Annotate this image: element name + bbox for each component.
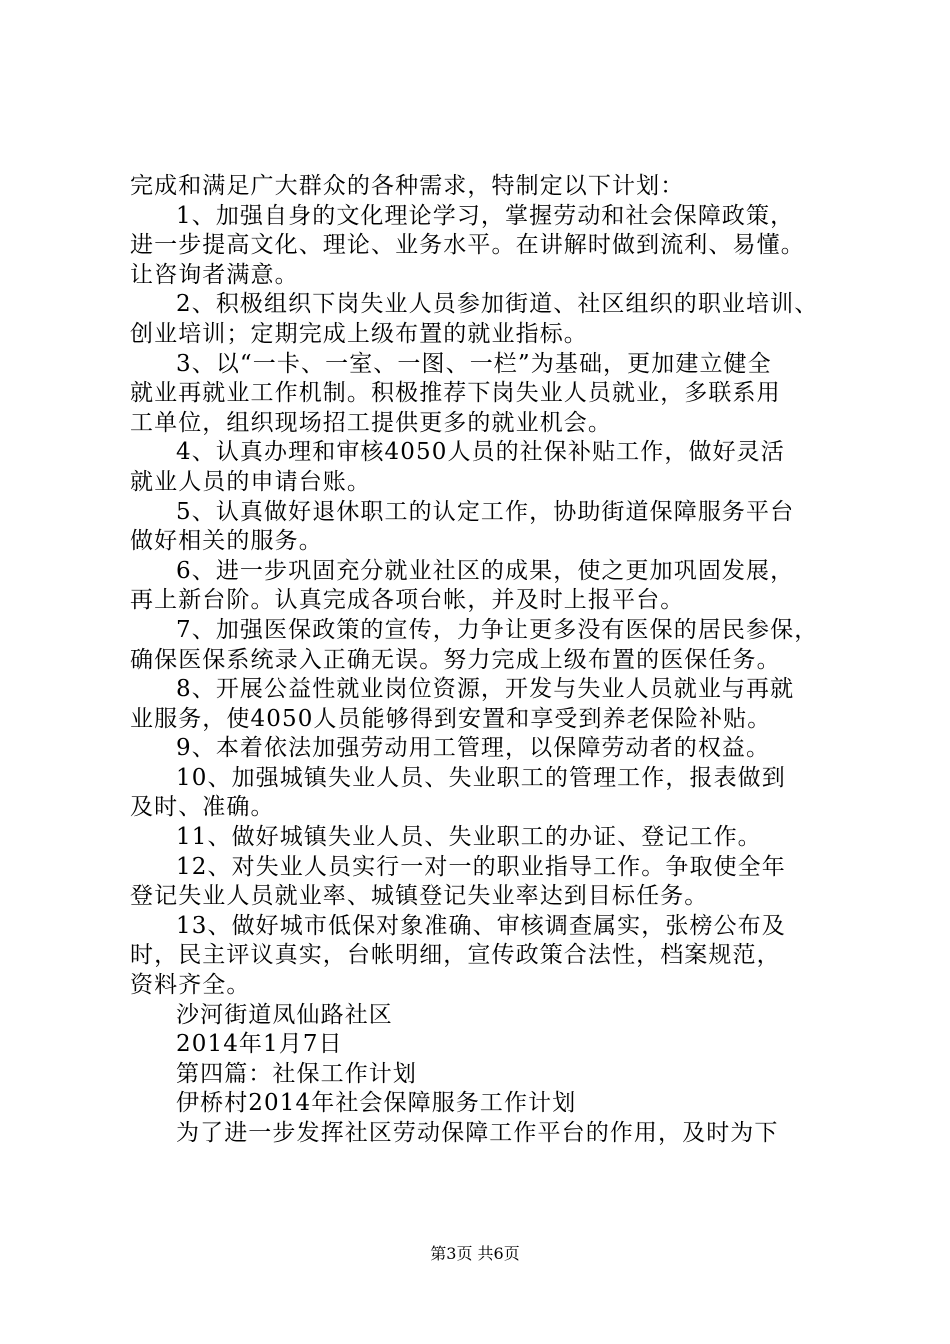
- text-line: 第四篇：社保工作计划: [176, 1060, 417, 1087]
- text-line: 确保医保系统录入正确无误。努力完成上级布置的医保任务。: [130, 646, 781, 673]
- text-line: 就业再就业工作机制。积极推荐下岗失业人员就业，多联系用: [130, 380, 781, 407]
- text-line: 13、做好城市低保对象准确、审核调查属实，张榜公布及: [176, 912, 786, 939]
- text-line: 1、加强自身的文化理论学习，掌握劳动和社会保障政策，: [176, 202, 795, 229]
- text-line: 及时、准确。: [130, 794, 275, 821]
- text-line: 5、认真做好退休职工的认定工作，协助街道保障服务平台: [176, 498, 795, 525]
- text-line: 时，民主评议真实，台帐明细，宣传政策合法性，档案规范，: [130, 942, 781, 969]
- text-line: 资料齐全。: [130, 972, 251, 999]
- text-line: 6、进一步巩固充分就业社区的成果，使之更加巩固发展，: [176, 557, 795, 584]
- text-line: 登记失业人员就业率、城镇登记失业率达到目标任务。: [130, 883, 709, 910]
- text-line: 9、本着依法加强劳动用工管理，以保障劳动者的权益。: [176, 735, 771, 762]
- document-body: [130, 172, 850, 1149]
- text-line: 再上新台阶。认真完成各项台帐，并及时上报平台。: [130, 587, 685, 614]
- text-line: 7、加强医保政策的宣传，力争让更多没有医保的居民参保，: [176, 616, 819, 643]
- text-line: 10、加强城镇失业人员、失业职工的管理工作，报表做到: [176, 764, 786, 791]
- text-line: 11、做好城镇失业人员、失业职工的办证、登记工作。: [176, 824, 762, 851]
- text-line: 3、以“一卡、一室、一图、一栏”为基础，更加建立健全: [176, 350, 772, 377]
- text-line: 2、积极组织下岗失业人员参加街道、社区组织的职业培训、: [176, 291, 819, 318]
- text-line: 为了进一步发挥社区劳动保障工作平台的作用，及时为下: [176, 1120, 779, 1146]
- text-line: 12、对失业人员实行一对一的职业指导工作。争取使全年: [176, 853, 786, 880]
- text-line: 4、认真办理和审核4050人员的社保补贴工作，做好灵活: [176, 439, 785, 466]
- text-line: 伊桥村2014年社会保障服务工作计划: [176, 1090, 577, 1117]
- text-line: 创业培训；定期完成上级布置的就业指标。: [130, 320, 588, 347]
- text-line: 进一步提高文化、理论、业务水平。在讲解时做到流利、易懂。: [130, 232, 805, 259]
- text-line: 2014年1月7日: [176, 1031, 343, 1058]
- text-line: 就业人员的申请台账。: [130, 468, 371, 495]
- page-footer: 第3页 共6页: [430, 1244, 520, 1263]
- text-line: 工单位，组织现场招工提供更多的就业机会。: [130, 409, 612, 436]
- text-line: 让咨询者满意。: [130, 261, 299, 288]
- text-line: 做好相关的服务。: [130, 528, 323, 555]
- text-line: 沙河街道凤仙路社区: [176, 1001, 393, 1028]
- text-line: 8、开展公益性就业岗位资源，开发与失业人员就业与再就: [176, 676, 795, 703]
- text-line: 业服务，使4050人员能够得到安置和享受到养老保险补贴。: [130, 705, 772, 732]
- text-line: 完成和满足广大群众的各种需求，特制定以下计划：: [130, 173, 685, 199]
